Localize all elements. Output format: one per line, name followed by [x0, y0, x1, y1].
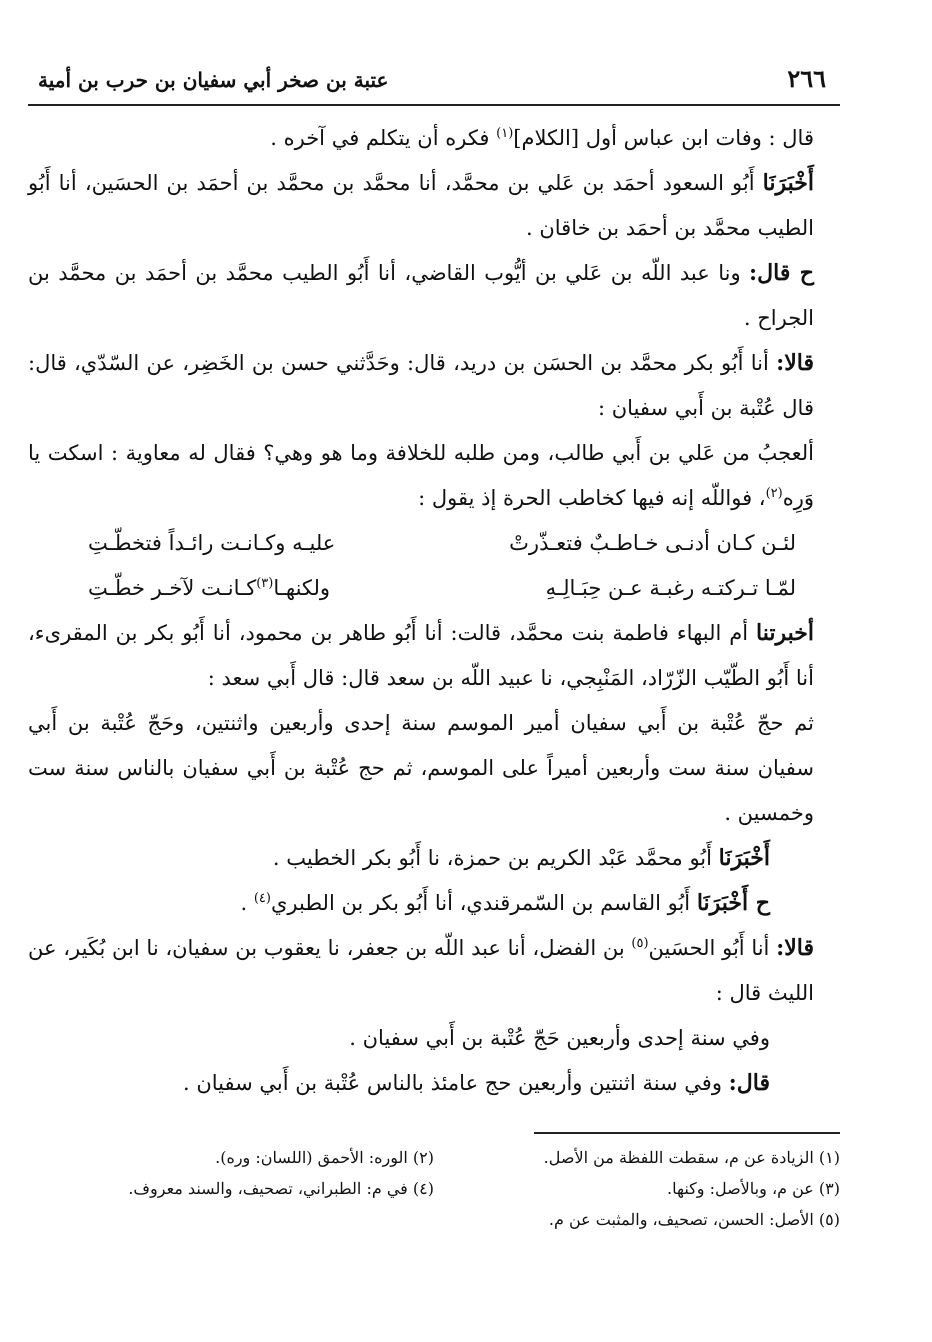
- text: ، فواللّه إنه فيها كخاطب الحرة إذ يقول :: [418, 486, 766, 510]
- footnote-ref: (٣): [256, 576, 274, 591]
- paragraph: [28, 1016, 840, 1061]
- paragraph: [28, 1061, 840, 1106]
- footnote: (٢) الوره: الأحمق (اللسان: وره).: [215, 1148, 434, 1167]
- keyword: قالا:: [776, 350, 814, 376]
- text: ونا عبد اللّه بن عَلي بن أيُّوب القاضي، أنا أَبُو الطيب محمَّد بن أحمَد بن محمَّد بن الجراح .: [28, 261, 814, 330]
- hemistich: عليـه وكـانـت رائـداً فتخطّـتِ: [88, 531, 336, 555]
- footnote-ref: (٢): [765, 486, 783, 501]
- hemistich: [88, 566, 330, 611]
- footnote-separator: [534, 1132, 840, 1134]
- page-header: [28, 60, 840, 106]
- text: وفي سنة اثنتين وأربعين حج عامئذ بالناس عُتْبة بن أَبي سفيان .: [182, 1071, 729, 1095]
- page: [28, 60, 840, 1235]
- text: أَبُو السعود أحمَد بن عَلي بن محمَّد، أنا محمَّد بن محمَّد بن أحمَد بن الحسَين، أنا أَبُو الطيب محمَّد بن أحمَد بن خاقان .: [28, 171, 814, 240]
- footnote: (٣) عن م، وبالأصل: وكنها.: [666, 1179, 840, 1198]
- verse-line: [28, 521, 840, 566]
- text: أَبُو القاسم بن السّمرقندي، أنا أَبُو بكر بن الطبري: [270, 891, 697, 915]
- footnote-ref: (٥): [631, 936, 649, 951]
- paragraph: [28, 431, 840, 521]
- text: بن الفضل، أنا عبد اللّه بن جعفر، نا يعقوب بن سفيان، نا ابن بُكَير، عن الليث قال :: [28, 936, 814, 1005]
- paragraph: [28, 341, 840, 431]
- text: ألعجبُ من عَلي بن أَبي طالب، ومن طلبه للخلافة وما هو وهي؟ فقال له معاوية : اسكت يا وَرِه: [28, 441, 814, 510]
- hemistich: لئـن كـان أدنـى خـاطـبٌ فتعـذّرتْ: [509, 531, 796, 555]
- keyword: قال:: [728, 1070, 770, 1096]
- footnote: (١) الزيادة عن م، سقطت اللفظة من الأصل.: [543, 1148, 840, 1167]
- running-title: عتبة بن صخر أبي سفيان بن حرب بن أمية: [38, 68, 389, 92]
- keyword: ح قال:: [749, 260, 814, 286]
- footnote: (٥) الأصل: الحسن، تصحيف، والمثبت عن م.: [548, 1210, 840, 1229]
- paragraph: [28, 116, 840, 161]
- keyword: أَخْبَرَنَا: [718, 845, 770, 871]
- paragraph: [28, 701, 840, 836]
- verse-line: [28, 566, 840, 611]
- page-number: ٢٦٦: [787, 64, 826, 93]
- footnotes: [28, 1142, 840, 1235]
- text: وفي سنة إحدى وأربعين حَجّ عُتْبة بن أَبي سفيان .: [349, 1026, 770, 1050]
- text: أنا أَبُو الحسَين: [648, 936, 777, 960]
- footnote-ref: (١): [496, 126, 514, 141]
- keyword: قالا:: [776, 935, 814, 961]
- keyword: أخبرتنا: [756, 620, 814, 646]
- text: قال : وفات ابن عباس أول [الكلام]: [513, 126, 814, 150]
- paragraph: [28, 836, 840, 881]
- paragraph: [28, 611, 840, 701]
- paragraph: ح أَخْبَرَنَا أَبُو القاسم بن السّمرقندي، أنا أَبُو بكر بن الطبري$^{(٤)}$ .: [240, 890, 770, 916]
- keyword: أَخْبَرَنَا: [762, 170, 814, 196]
- footnote: (٤) في م: الطبراني، تصحيف، والسند معروف.: [128, 1179, 434, 1198]
- text: فكره أن يتكلم في آخره .: [270, 126, 497, 150]
- text: أَبُو محمَّد عَبْد الكريم بن حمزة، نا أَبُو بكر الخطيب .: [272, 846, 719, 870]
- text: ثم حجّ عُتْبة بن أَبي سفيان أمير الموسم سنة إحدى وأربعين واثنتين، وحَجّ عُتْبة بن أَبي سفيان سنة ست وأربعين أميراً على الموسم، ثم حج عُتْبة بن أَبي سفيان بالناس سنة ست وخمسين .: [28, 711, 814, 825]
- hemistich: لمّـا تـركتـه رغبـة عـن حِبَـالِـهِ: [545, 576, 796, 600]
- text: كـانـت لآخـر خطّـتِ: [88, 576, 257, 600]
- keyword: ح أَخْبَرَنَا: [696, 890, 770, 916]
- main-text: [28, 116, 840, 1106]
- paragraph: [28, 251, 840, 341]
- text: أنا أَبُو بكر محمَّد بن الحسَن بن دريد، قال: وحَدَّثني حسن بن الخَضِر، عن السّدّي، قال: قال عُتْبة بن أَبي سفيان :: [28, 351, 814, 420]
- text: ولكنهـا: [273, 576, 331, 600]
- text: أم البهاء فاطمة بنت محمَّد، قالت: أنا أَبُو طاهر بن محمود، أنا أَبُو بكر بن المقرىء، أنا أَبُو الطّيّب الزّرّاد، المَنْبِجي، نا عبيد اللّه بن سعد قال: قال أَبي سعد :: [28, 621, 814, 690]
- paragraph: [28, 926, 840, 1016]
- footnote-ref: (٤): [253, 891, 271, 906]
- paragraph: [28, 161, 840, 251]
